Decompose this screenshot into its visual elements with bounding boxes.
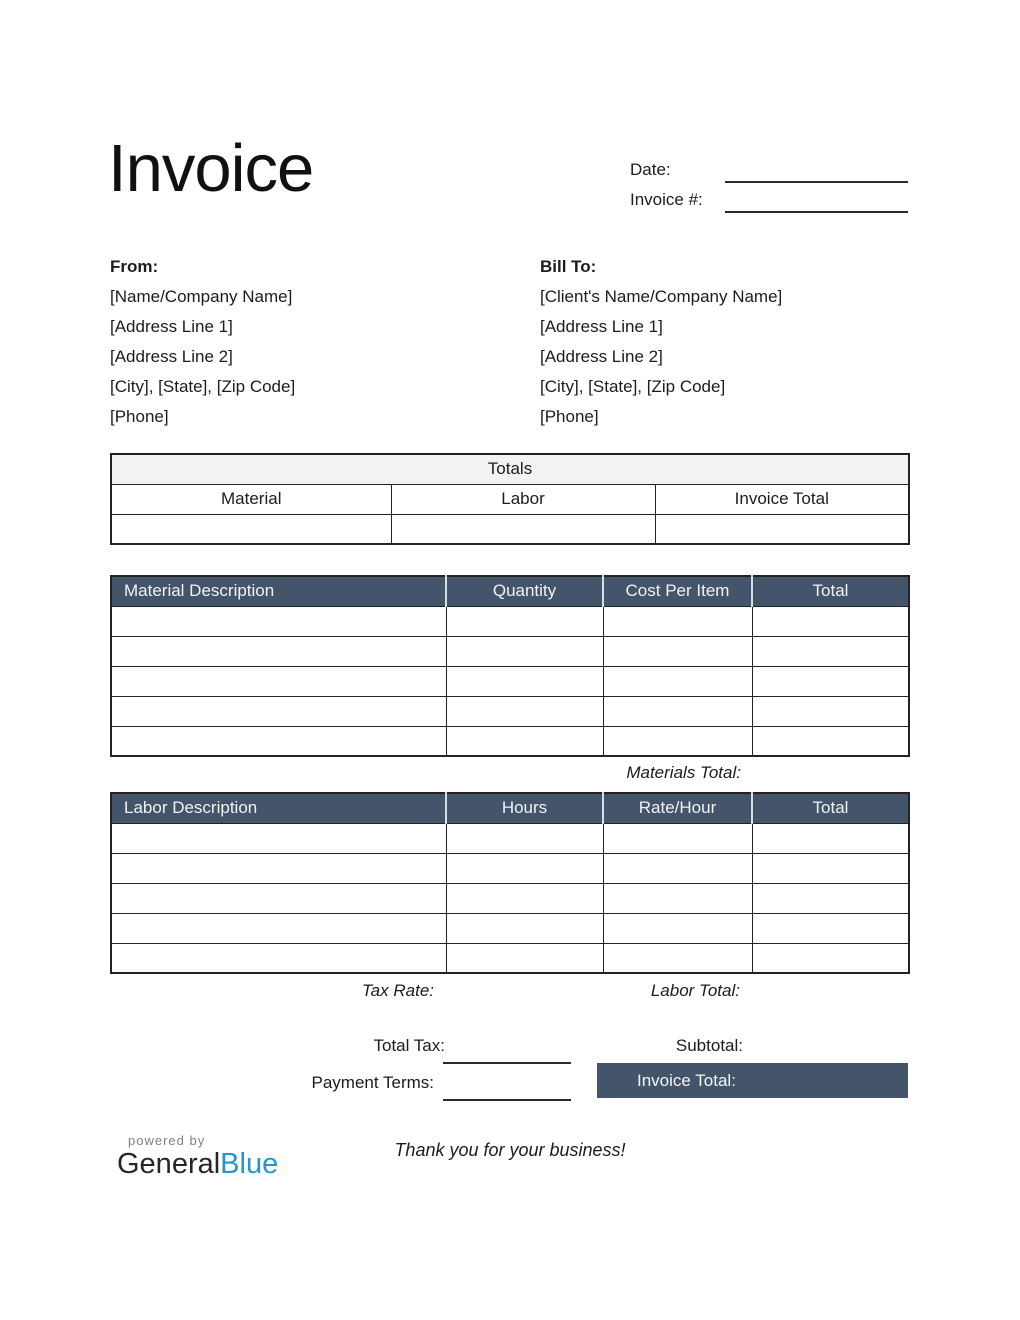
empty-cell[interactable] bbox=[603, 666, 752, 696]
empty-cell[interactable] bbox=[446, 606, 603, 636]
subtotal-label: Subtotal: bbox=[675, 1036, 743, 1055]
total-tax-input-line[interactable] bbox=[443, 1062, 571, 1064]
empty-cell[interactable] bbox=[446, 666, 603, 696]
table-row bbox=[111, 696, 909, 726]
labor-table bbox=[110, 792, 910, 974]
totals-material-value[interactable] bbox=[111, 514, 391, 544]
empty-cell[interactable] bbox=[446, 913, 603, 943]
empty-cell[interactable] bbox=[446, 823, 603, 853]
empty-cell[interactable] bbox=[603, 853, 752, 883]
empty-cell[interactable] bbox=[603, 943, 752, 973]
empty-cell[interactable] bbox=[752, 726, 909, 756]
labor-table-body bbox=[111, 823, 909, 973]
empty-cell[interactable] bbox=[111, 913, 446, 943]
date-input-line[interactable] bbox=[725, 181, 908, 183]
thank-you-message: Thank you for your business! bbox=[394, 1140, 626, 1160]
logo-blue-text: Blue bbox=[220, 1148, 279, 1180]
materials-total-value[interactable] bbox=[750, 763, 905, 783]
empty-cell[interactable] bbox=[111, 606, 446, 636]
empty-cell[interactable] bbox=[446, 883, 603, 913]
bill-to-address-2[interactable]: [Address Line 2] bbox=[540, 347, 663, 366]
totals-labor-value[interactable] bbox=[391, 514, 655, 544]
subtotal-value[interactable] bbox=[750, 1036, 905, 1056]
from-city-state-zip[interactable]: [City], [State], [Zip Code] bbox=[110, 377, 296, 396]
empty-cell[interactable] bbox=[752, 636, 909, 666]
bill-to-address-1[interactable]: [Address Line 1] bbox=[540, 317, 663, 336]
empty-cell[interactable] bbox=[752, 943, 909, 973]
materials-table bbox=[110, 575, 910, 757]
materials-header-cost-per-item: Cost Per Item bbox=[603, 576, 752, 606]
empty-cell[interactable] bbox=[752, 823, 909, 853]
from-name[interactable]: [Name/Company Name] bbox=[110, 287, 293, 306]
labor-header-hours: Hours bbox=[446, 793, 603, 823]
powered-by-text: powered by bbox=[128, 1133, 206, 1148]
from-block bbox=[110, 252, 295, 432]
table-row bbox=[111, 666, 909, 696]
empty-cell[interactable] bbox=[603, 636, 752, 666]
empty-cell[interactable] bbox=[446, 853, 603, 883]
totals-header-material: Material bbox=[111, 484, 391, 514]
empty-cell[interactable] bbox=[752, 913, 909, 943]
empty-cell[interactable] bbox=[603, 726, 752, 756]
empty-cell[interactable] bbox=[111, 853, 446, 883]
empty-cell[interactable] bbox=[752, 853, 909, 883]
from-phone[interactable]: [Phone] bbox=[110, 407, 169, 426]
tax-rate-label: Tax Rate: bbox=[361, 981, 434, 1000]
labor-total-value[interactable] bbox=[750, 981, 905, 1001]
empty-cell[interactable] bbox=[446, 726, 603, 756]
empty-cell[interactable] bbox=[446, 696, 603, 726]
empty-cell[interactable] bbox=[446, 636, 603, 666]
totals-table bbox=[110, 453, 910, 545]
table-row bbox=[111, 943, 909, 973]
labor-header-total: Total bbox=[752, 793, 909, 823]
invoice-total-label: Invoice Total: bbox=[637, 1071, 736, 1090]
logo-general-text: General bbox=[117, 1148, 221, 1180]
materials-header-quantity: Quantity bbox=[446, 576, 603, 606]
invoice-number-input-line[interactable] bbox=[725, 211, 908, 213]
labor-header-description: Labor Description bbox=[111, 793, 446, 823]
empty-cell[interactable] bbox=[752, 883, 909, 913]
empty-cell[interactable] bbox=[752, 666, 909, 696]
table-row bbox=[111, 726, 909, 756]
table-row bbox=[111, 823, 909, 853]
labor-total-label: Labor Total: bbox=[650, 981, 740, 1000]
bill-to-label: Bill To: bbox=[540, 257, 597, 276]
from-label: From: bbox=[110, 257, 159, 276]
empty-cell[interactable] bbox=[111, 823, 446, 853]
invoice-total-bar bbox=[597, 1063, 908, 1098]
empty-cell[interactable] bbox=[752, 696, 909, 726]
totals-header-labor: Labor bbox=[391, 484, 655, 514]
materials-table-body bbox=[111, 606, 909, 756]
empty-cell[interactable] bbox=[603, 913, 752, 943]
table-row bbox=[111, 606, 909, 636]
empty-cell[interactable] bbox=[111, 696, 446, 726]
empty-cell[interactable] bbox=[752, 606, 909, 636]
empty-cell[interactable] bbox=[111, 883, 446, 913]
empty-cell[interactable] bbox=[603, 696, 752, 726]
from-address-2[interactable]: [Address Line 2] bbox=[110, 347, 233, 366]
table-row bbox=[111, 853, 909, 883]
general-blue-logo bbox=[117, 1148, 278, 1181]
empty-cell[interactable] bbox=[111, 726, 446, 756]
empty-cell[interactable] bbox=[111, 943, 446, 973]
labor-header-rate-hour: Rate/Hour bbox=[603, 793, 752, 823]
totals-header-invoice-total: Invoice Total bbox=[655, 484, 909, 514]
materials-total-label: Materials Total: bbox=[626, 763, 741, 782]
totals-table-title: Totals bbox=[111, 454, 909, 484]
bill-to-city-state-zip[interactable]: [City], [State], [Zip Code] bbox=[540, 377, 726, 396]
total-tax-label: Total Tax: bbox=[373, 1036, 445, 1055]
page-title: Invoice bbox=[108, 131, 314, 206]
empty-cell[interactable] bbox=[603, 883, 752, 913]
totals-invoice-total-value[interactable] bbox=[655, 514, 909, 544]
payment-terms-label: Payment Terms: bbox=[311, 1073, 434, 1092]
invoice-number-label: Invoice #: bbox=[630, 190, 703, 209]
bill-to-phone[interactable]: [Phone] bbox=[540, 407, 599, 426]
empty-cell[interactable] bbox=[446, 943, 603, 973]
materials-header-description: Material Description bbox=[111, 576, 446, 606]
table-row bbox=[111, 636, 909, 666]
bill-to-block bbox=[540, 252, 782, 432]
table-row bbox=[111, 883, 909, 913]
empty-cell[interactable] bbox=[603, 823, 752, 853]
bill-to-name[interactable]: [Client's Name/Company Name] bbox=[540, 287, 783, 306]
materials-header-total: Total bbox=[752, 576, 909, 606]
empty-cell[interactable] bbox=[111, 636, 446, 666]
payment-terms-input-line[interactable] bbox=[443, 1099, 571, 1101]
table-row bbox=[111, 913, 909, 943]
empty-cell[interactable] bbox=[603, 606, 752, 636]
date-label: Date: bbox=[630, 160, 671, 179]
from-address-1[interactable]: [Address Line 1] bbox=[110, 317, 233, 336]
empty-cell[interactable] bbox=[111, 666, 446, 696]
